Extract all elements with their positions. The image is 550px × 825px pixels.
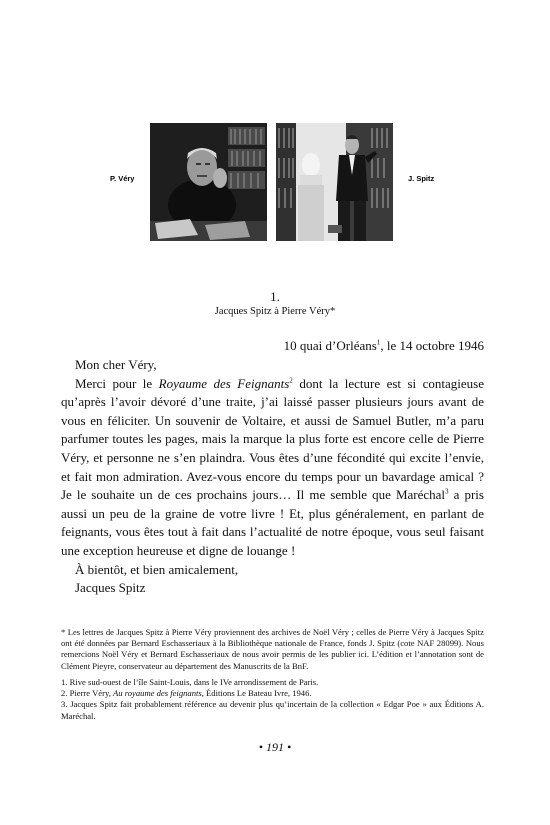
footnote-2-title: Au royaume des feignants — [113, 688, 202, 699]
footnote-star-text: * Les lettres de Jacques Spitz à Pierre Véry proviennent des archives de Noël Véry ; celles de Pierre Véry à Jacques Spitz ont été données par Bernard Eschasseriaux à la Bibliothèque nationale de France, fonds J. Spitz (cote NAF 28099). Nous remercions Noël Véry et Bernard Eschasseriaux de nous avoir permis de les publier ici. L’édition et l’annotation sont de Clément Pieyre, conservateur au département des Manuscrits de la BnF. — [61, 627, 484, 671]
paragraph-text: a pris aussi un peu de la graine de votre livre ! Et, plus généralement, en parlant de feignants, vous êtes tout à fait dans l’actualité de notre époque, vous seul faisant une exception heureuse et digne de louange ! — [61, 487, 484, 558]
footnote-ref-1: 1 — [376, 338, 381, 347]
letter-heading: Jacques Spitz à Pierre Véry* — [214, 306, 336, 317]
dateline — [284, 338, 484, 354]
footnote-2-end: , Éditions Le Bateau Ivre, 1946. — [201, 688, 312, 699]
letter-body — [61, 356, 484, 598]
page-number: • 191 • — [258, 740, 292, 754]
letter-number: 1. — [270, 289, 280, 304]
photo-caption-spitz: J. Spitz — [408, 174, 435, 183]
footnotes-numbered — [61, 677, 484, 722]
paragraph-text: Merci pour le — [75, 375, 159, 391]
footnote-ref-2: 2 — [289, 376, 293, 385]
signature: Jacques Spitz — [75, 580, 146, 596]
footnote-ref-3: 3 — [445, 487, 449, 496]
dateline-date: , le 14 octobre 1946 — [380, 338, 484, 353]
footnote-3: 3. Jacques Spitz fait probablement référence au devenir plus qu’incertain de la collection « Edgar Poe » aux Éditions A. Maréchal. — [61, 699, 484, 721]
dateline-place: 10 quai d’Orléans — [283, 338, 377, 353]
footnote-star — [61, 627, 484, 672]
salutation: Mon cher Véry, — [75, 357, 157, 372]
photo-caption-pery: P. Véry — [110, 174, 135, 183]
letter-paragraph — [61, 375, 484, 561]
book-title: Royaume des Feignants — [158, 375, 290, 391]
footnote-2-text: 2. Pierre Véry, — [61, 688, 114, 699]
photo-jacques-spitz — [276, 123, 393, 241]
photo-pierre-very — [150, 123, 267, 241]
footnote-2 — [61, 688, 484, 699]
footnote-1: 1. Rive sud-ouest de l’île Saint-Louis, dans le IVe arrondissement de Paris. — [61, 677, 319, 687]
paragraph-text: dont la lecture est si contagieuse qu’après l’avoir dévoré d’une traite, j’ai laissé passer plusieurs jours avant de vous en féliciter. Un souvenir de Voltaire, et aussi de Samuel Butler, m’a paru parfumer toutes les pages, mais la marque la plus forte est encore celle de Pierre Véry, et personne ne s’en plaindra. Vous êtes d’une fécondité qui excite l’envie, et fait mon admiration. Avez-vous encore du temps pour un bavardage amical ? Je le souhaite un de ces prochains jours… Il me semble que Maréchal — [61, 375, 484, 503]
closing: À bientôt, et bien amicalement, — [75, 561, 239, 577]
